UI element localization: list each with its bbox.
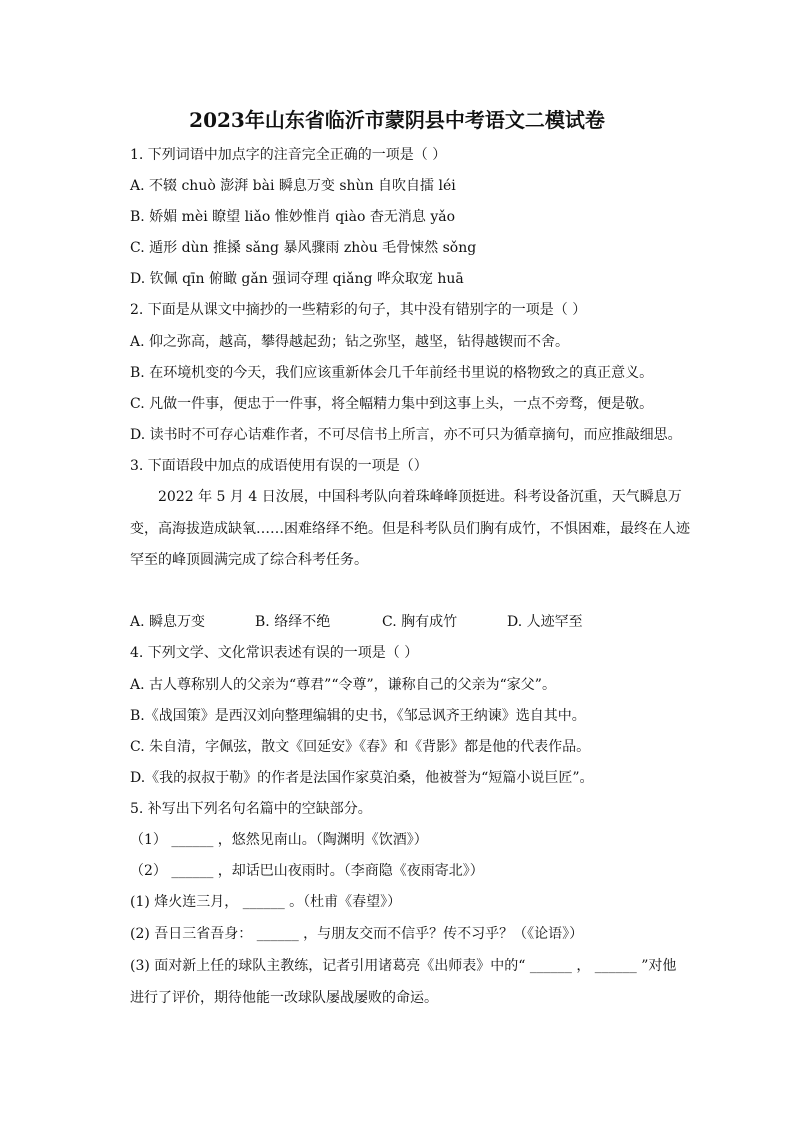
question-4-option-c: C. 朱自清，字佩弦，散文《回延安》《春》和《背影》都是他的代表作品。 <box>130 739 591 755</box>
question-2-option-c: C. 凡做一件事，便忠于一件事，将全幅精力集中到这事上头，一点不旁骛，便是敬。 <box>130 396 654 412</box>
question-5-blank-1: （1） ______ ，悠然见南山。（陶渊明《饮酒》） <box>130 832 428 848</box>
question-2-stem: 2. 下面是从课文中摘抄的一些精彩的句子，其中没有错别字的一项是（ ） <box>130 302 587 318</box>
question-4-option-a: A. 古人尊称别人的父亲为“尊君”“令尊”，谦称自己的父亲为“家父”。 <box>130 677 556 693</box>
question-4-stem: 4. 下列文学、文化常识表述有误的一项是（ ） <box>130 645 419 661</box>
question-5-blank-4: (2) 吾日三省吾身： ______ ，与朋友交而不信乎？传不习乎？（《论语》） <box>130 926 584 942</box>
question-3-option-d: D. 人迹罕至 <box>507 614 583 630</box>
page-title: 2023年山东省临沂市蒙阴县中考语文二模试卷 <box>189 108 605 132</box>
question-5-blank-5-cont: 进行了评价，期待他能一改球队屡战屡败的命运。 <box>130 990 438 1006</box>
question-2-option-d: D. 读书时不可存心诘难作者，不可尽信书上所言，亦不可只为循章摘句，而应推敲细思。 <box>130 427 682 443</box>
question-3-passage: 2022 年 5 月 4 日汝展，中国科考队向着珠峰峰顶挺进。科考设备沉重，天气瞬息万变，高海拔造成缺氧……困难络绎不绝。但是科考队员们胸有成竹，不惧困难，最终在人迹罕至的峰顶圆满完成了综合科考任务。 <box>130 489 690 568</box>
question-5-blank-5: (3) 面对新上任的球队主教练，记者引用诸葛亮《出师表》中的“ ______ ， ______ ”对他 <box>130 958 677 974</box>
question-5-blank-2: （2） ______ ，却话巴山夜雨时。（李商隐《夜雨寄北》） <box>130 863 484 879</box>
question-2-option-a: A. 仰之弥高，越高，攀得越起劲；钻之弥坚，越坚，钻得越锲而不舍。 <box>130 334 570 350</box>
question-1-option-c: C. 遁形 dùn 推搡 sǎng 暴风骤雨 zhòu 毛骨悚然 sǒng <box>130 240 477 256</box>
question-1-stem: 1. 下列词语中加点字的注音完全正确的一项是（ ） <box>130 147 447 163</box>
question-3-option-c: C. 胸有成竹 <box>382 614 458 630</box>
question-3-option-b: B. 络绎不绝 <box>255 614 331 630</box>
question-2-option-b: B. 在环境机变的今天，我们应该重新体会几千年前经书里说的格物致之的真正意义。 <box>130 365 654 381</box>
question-5-blank-3: (1) 烽火连三月， ______ 。（杜甫《春望》） <box>130 894 402 910</box>
question-1-option-d: D. 钦佩 qīn 俯瞰 gǎn 强词夺理 qiǎng 哗众取宠 huā <box>130 271 464 287</box>
question-1-option-b: B. 娇媚 mèi 瞭望 liǎo 惟妙惟肖 qiào 杳无消息 yǎo <box>130 209 456 225</box>
question-4-option-d: D.《我的叔叔于勒》的作者是法国作家莫泊桑，他被誉为“短篇小说巨匠”。 <box>130 770 594 786</box>
question-5-stem: 5. 补写出下列名句名篇中的空缺部分。 <box>130 801 372 817</box>
question-1-option-a: A. 不辍 chuò 澎湃 bài 瞬息万变 shùn 自吹自擂 léi <box>130 178 456 194</box>
question-3-options <box>130 612 583 632</box>
question-4-option-b: B.《战国策》是西汉刘向整理编辑的史书，《邹忌讽齐王纳谏》选自其中。 <box>130 708 586 724</box>
question-3-stem: 3. 下面语段中加点的成语使用有误的一项是（） <box>130 458 428 474</box>
question-3-option-a: A. 瞬息万变 <box>130 614 206 630</box>
